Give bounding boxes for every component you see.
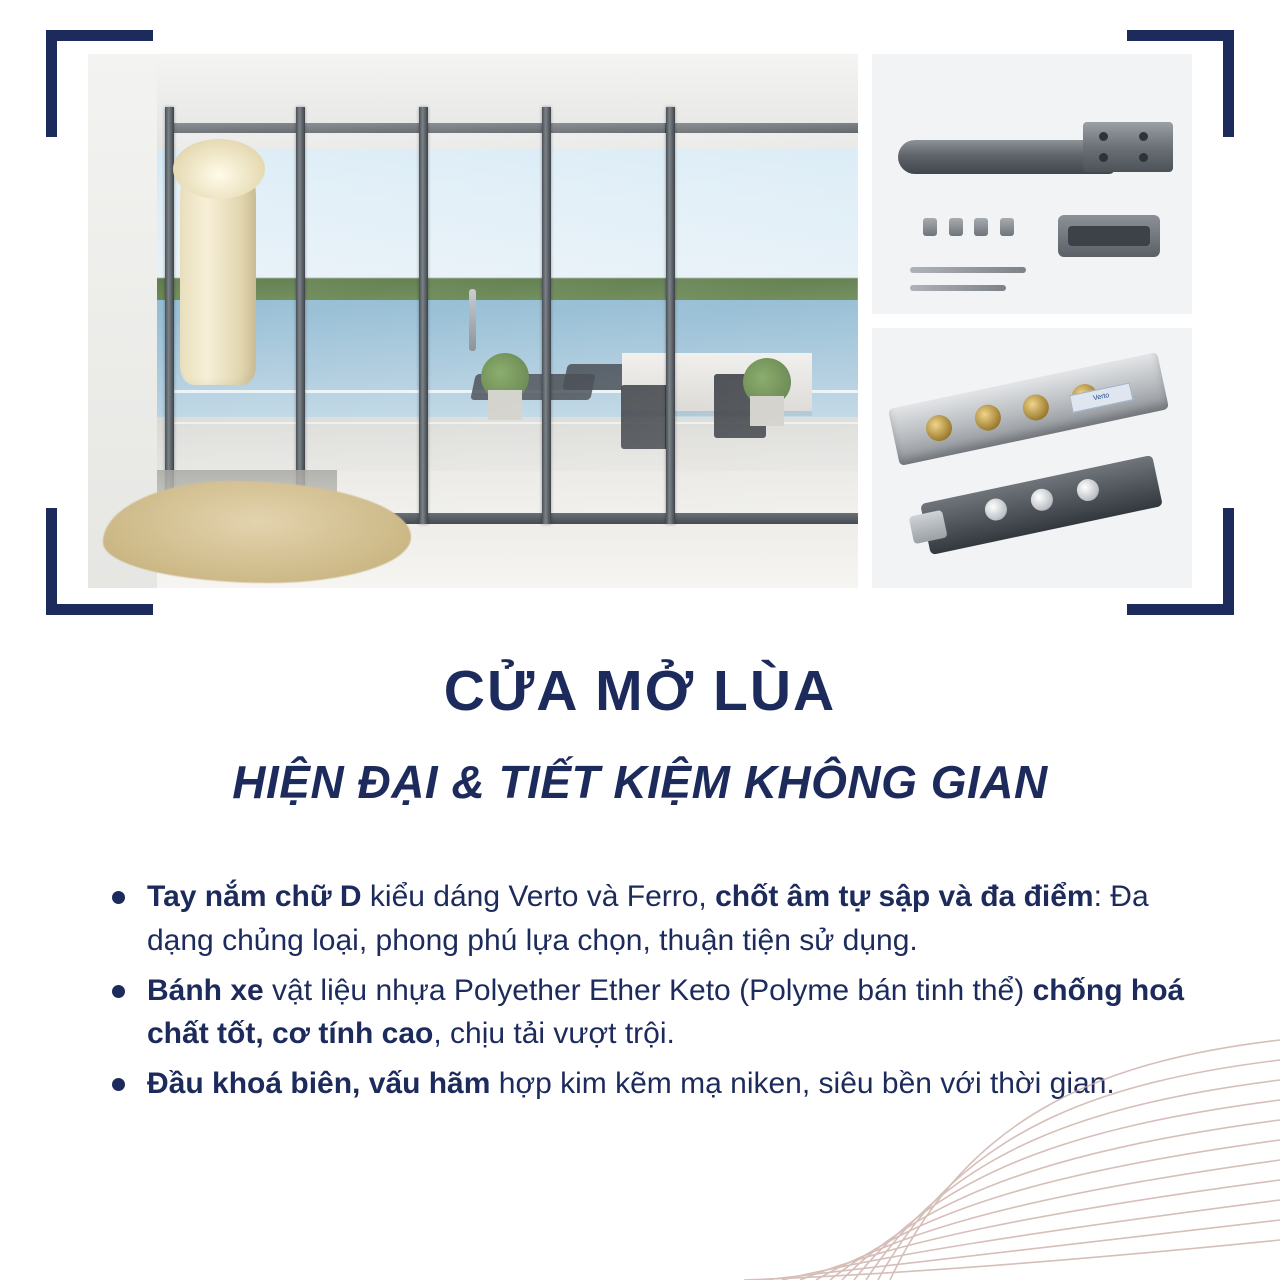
plate-hole — [1139, 132, 1148, 141]
feature-bullet-text — [147, 1062, 1194, 1106]
door-mullion — [542, 107, 551, 524]
track-roller — [972, 402, 1003, 433]
bullet-dot-icon — [112, 891, 125, 904]
fixing-part — [949, 218, 963, 236]
carriage-end-cap — [909, 510, 948, 544]
side-photo-roller-track — [872, 328, 1192, 588]
decorative-vase-top — [173, 139, 265, 199]
track-roller — [924, 413, 955, 444]
door-mullion — [666, 107, 675, 524]
glass-pane — [542, 123, 665, 513]
hardware-backdrop — [872, 54, 1192, 314]
glass-pane — [419, 123, 542, 513]
bullet-emphasis: Đầu khoá biên, vấu hãm — [147, 1067, 491, 1101]
feature-bullet-item — [104, 969, 1194, 1057]
feature-bullet-item — [104, 875, 1194, 963]
image-collage — [88, 54, 1192, 588]
bullet-plain: hợp kim kẽm mạ niken, siêu bền với thời gian. — [490, 1067, 1115, 1101]
screw — [910, 285, 1006, 291]
door-mullion — [296, 107, 305, 524]
carriage-roller — [1075, 477, 1101, 503]
bullet-emphasis: chống hoá chất tốt, cơ tính cao — [147, 973, 1185, 1051]
main-photo-interior-sliding-door — [88, 54, 858, 588]
side-photo-column — [872, 54, 1192, 588]
plate-hole — [1099, 132, 1108, 141]
poster-title: CỬA MỞ LÙA — [443, 659, 837, 723]
fixing-part — [974, 218, 988, 236]
bullet-plain: kiểu dáng Verto và Ferro, — [361, 880, 716, 913]
bullet-emphasis: Bánh xe — [147, 973, 264, 1007]
side-photo-handle-hardware — [872, 54, 1192, 314]
bullet-dot-icon — [112, 985, 125, 998]
feature-bullet-text — [147, 969, 1194, 1057]
feature-bullet-list — [104, 875, 1194, 1112]
sliding-door-handle — [469, 289, 476, 351]
carriage-roller — [983, 496, 1009, 522]
bullet-dot-icon — [112, 1078, 125, 1091]
bullet-plain: : Đa dạng chủng loại, phong phú lựa chọn, thuận tiện sử dụng. — [147, 880, 1149, 957]
glass-pane — [666, 123, 859, 513]
bullet-plain: vật liệu nhựa Polyether Ether Keto (Polyme bán tinh thể) — [263, 973, 1033, 1007]
screw — [910, 267, 1025, 273]
glass-pane — [296, 123, 419, 513]
flush-pull-recess — [1068, 226, 1150, 246]
hardware-brand-label: Verto — [1069, 382, 1133, 412]
feature-bullet-item — [104, 1062, 1194, 1106]
door-mullion — [419, 107, 428, 524]
poster-subtitle: HIỆN ĐẠI & TIẾT KIỆM KHÔNG GIAN — [232, 756, 1048, 808]
bullet-emphasis: chốt âm tự sập và đa điểm — [715, 880, 1094, 913]
fixing-part — [1000, 218, 1014, 236]
flush-pull-handle — [1058, 215, 1160, 257]
track-roller — [1021, 392, 1052, 423]
bullet-emphasis: Tay nắm chữ D — [147, 880, 362, 913]
feature-bullet-text — [147, 875, 1194, 963]
plate-hole — [1139, 153, 1148, 162]
fixing-part — [923, 218, 937, 236]
carriage-roller — [1029, 487, 1055, 513]
bullet-plain: , chịu tải vượt trội. — [433, 1017, 675, 1051]
handle-lock-plate — [1083, 122, 1173, 172]
plate-hole — [1099, 153, 1108, 162]
